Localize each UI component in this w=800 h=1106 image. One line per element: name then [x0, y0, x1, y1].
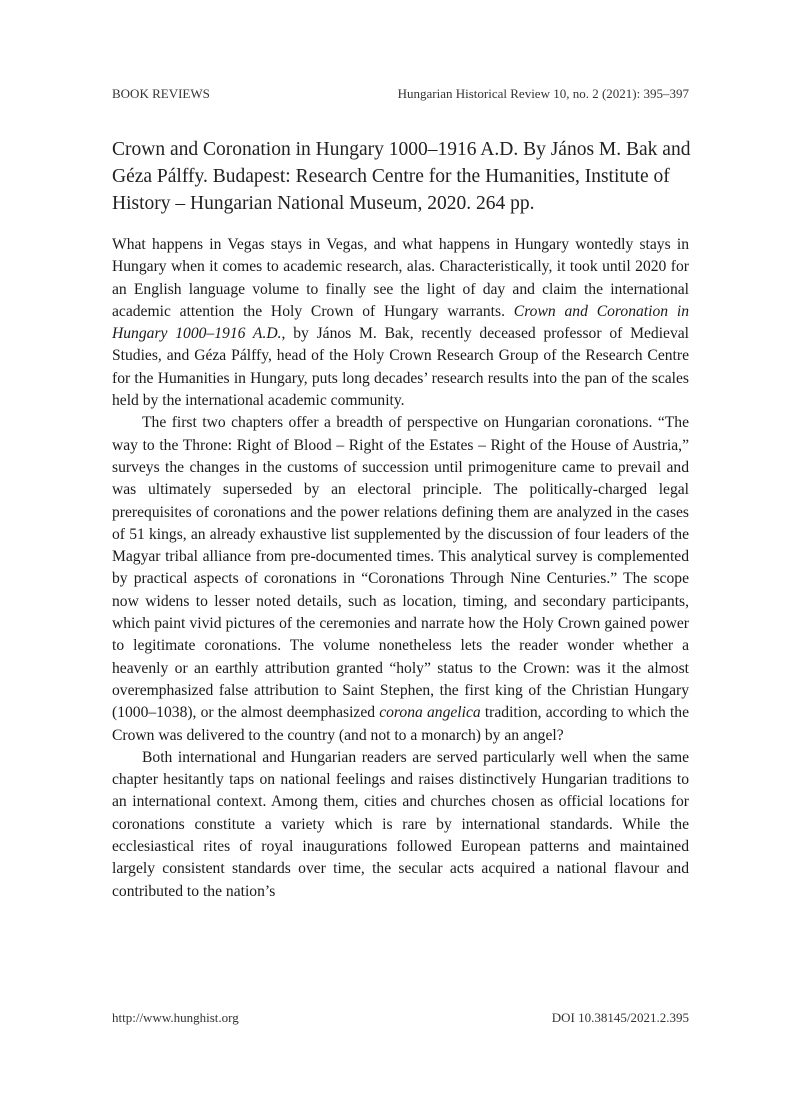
doi-label: DOI 10.38145/2021.2.395: [551, 1010, 689, 1025]
paragraph-3: Both international and Hungarian readers are served particularly well when the same chapter hesitantly taps on national feelings and raises distinctively Hungarian traditions to an international context. Among them, cities and churches chosen as official locations for coronations constitute a variety which is rare by international standards. While the ecclesiastical rites of royal inaugurations followed European patterns and maintained largely consistent standards over time, the secular acts acquired a national flavour and contributed to the nation’s: [112, 748, 689, 900]
book-title-italic: Crown and Coronation in Hungary 1000–1916 A.D.: [112, 302, 689, 343]
paragraph-text: , by János M. Bak, recently deceased professor of Medieval Studies, and Géza Pálffy, head of the Holy Crown Research Group of the Research Centre for the Humanities in Hungary, puts long decades’ research results into the pan of the scales held by the international academic community.: [112, 325, 689, 410]
paragraph-text: tradition, according to which the Crown was delivered to the country (and not to a monarch) by an angel?: [112, 704, 689, 744]
section-label: BOOK REVIEWS: [112, 86, 210, 101]
paragraph-text: The first two chapters offer a breadth of perspective on Hungarian coronations. “The way to the Throne: Right of Blood – Right of the Estates – Right of the House of Austria,” surveys the changes in the customs of succession until primogeniture came to prevail and was ultimately superseded by an electoral principle. The politically-charged legal prerequisites of coronations and the power relations defining them are analyzed in the cases of 51 kings, an already exhaustive list supplemented by the discussion of four leaders of the Magyar tribal alliance from pre-documented times. This analytical survey is complemented by practical aspects of coronations in “Coronations Through Nine Centuries.” The scope now widens to lesser noted details, such as location, timing, and secondary participants, which paint vivid pictures of the ceremonies and narrate how the Holy Crown gained power to legitimate coronations. The volume nonetheless lets the reader wonder whether a heavenly or an earthly attribution granted “holy” status to the Crown: was it the almost overemphasized false attribution to Saint Stephen, the first king of the Christian Hungary (1000–1038), or the almost deemphasized: [112, 414, 689, 722]
journal-url: http://www.hunghist.org: [112, 1010, 239, 1025]
paragraph-text: What happens in Vegas stays in Vegas, and what happens in Hungary wontedly stays in Hungary when it comes to academic research, alas. Characteristically, it took until 2020 for an English language volume to finally see the light of day and claim the international academic attention the Holy Crown of Hungary warrants.: [112, 236, 689, 320]
paragraph-2: [112, 412, 689, 746]
paragraph-1: [112, 234, 689, 412]
running-header: [112, 86, 689, 102]
review-title: Crown and Coronation in Hungary 1000–1916 A.D. By János M. Bak and Géza Pálffy. Budapest: Research Centre for the Humanities, Institute of History – Hungarian National Museum, 2020. 264 pp.: [112, 139, 691, 214]
review-body: [112, 234, 689, 903]
journal-citation: Hungarian Historical Review 10, no. 2 (2021): 395–397: [397, 86, 689, 101]
latin-term-italic: corona angelica: [379, 704, 481, 722]
page-footer: [112, 1010, 689, 1026]
